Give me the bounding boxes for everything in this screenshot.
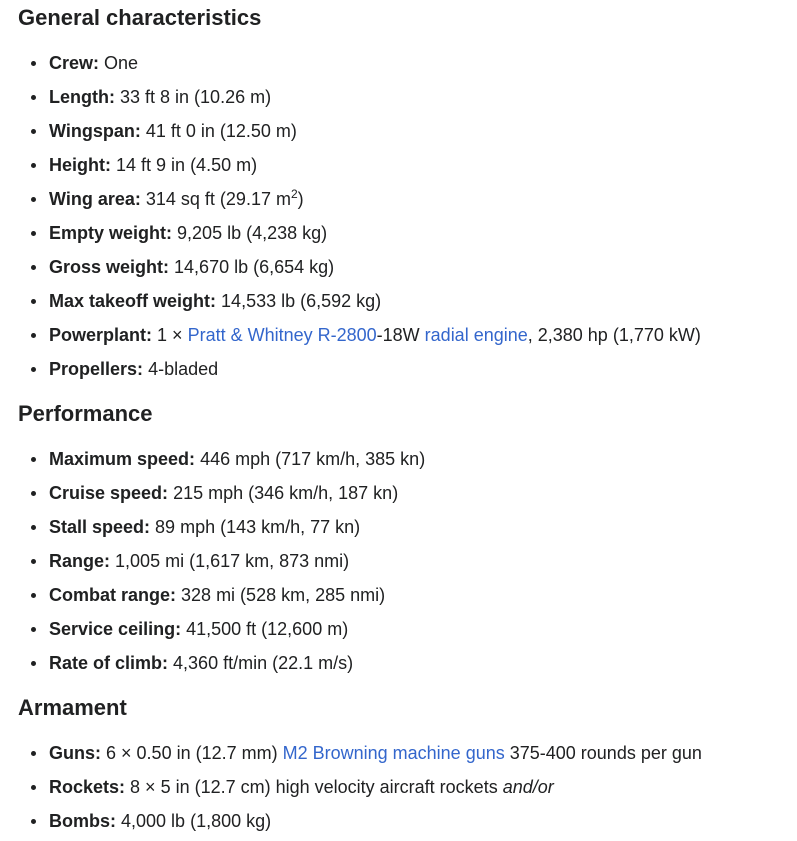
spec-cruise-speed-value: 215 mph (346 km/h, 187 kn): [173, 483, 399, 503]
spec-rockets: [0, 770, 702, 804]
spec-stall-speed-label: Stall speed:: [49, 517, 151, 537]
spec-range: [0, 544, 425, 578]
spec-max-takeoff-weight-value: 14,533 lb (6,592 kg): [221, 291, 382, 311]
link-radial-engine[interactable]: radial engine: [424, 325, 528, 345]
spec-propellers: [0, 352, 701, 386]
spec-maximum-speed: [0, 442, 425, 476]
spec-max-takeoff-weight: [0, 284, 701, 318]
spec-wingspan-value: 41 ft 0 in (12.50 m): [145, 121, 297, 141]
spec-wing-area-label: Wing area:: [49, 189, 141, 209]
spec-powerplant-value: [157, 325, 701, 345]
spec-wing-area-value: [146, 189, 304, 209]
performance-list: [0, 442, 425, 680]
spec-length-value: 33 ft 8 in (10.26 m): [120, 87, 272, 107]
spec-cruise-speed: [0, 476, 425, 510]
spec-wingspan: [0, 114, 701, 148]
spec-maximum-speed-label: Maximum speed:: [49, 449, 196, 469]
spec-empty-weight-label: Empty weight:: [49, 223, 173, 243]
spec-crew: [0, 46, 701, 80]
general-characteristics-list: [0, 46, 701, 386]
spec-wing-area-value-main: 314 sq ft (29.17 m: [145, 189, 291, 209]
spec-gross-weight-value: 14,670 lb (6,654 kg): [174, 257, 335, 277]
spec-height-label: Height:: [49, 155, 111, 175]
spec-combat-range-label: Combat range:: [49, 585, 177, 605]
spec-rockets-label: Rockets:: [49, 777, 126, 797]
spec-range-value: 1,005 mi (1,617 km, 873 nmi): [115, 551, 350, 571]
heading-performance: Performance: [18, 401, 153, 426]
spec-empty-weight: [0, 216, 701, 250]
spec-guns-value: [106, 743, 702, 763]
spec-guns-label: Guns:: [49, 743, 101, 763]
spec-height: [0, 148, 701, 182]
armament-list: [0, 736, 702, 838]
spec-rate-of-climb-label: Rate of climb:: [49, 653, 169, 673]
spec-guns-caliber: 6 × 0.50 in (12.7 mm): [106, 743, 283, 763]
spec-range-label: Range:: [49, 551, 111, 571]
spec-gross-weight-label: Gross weight:: [49, 257, 170, 277]
spec-service-ceiling-value: 41,500 ft (12,600 m): [186, 619, 349, 639]
spec-service-ceiling-label: Service ceiling:: [49, 619, 182, 639]
spec-combat-range: [0, 578, 425, 612]
spec-rate-of-climb: [0, 646, 425, 680]
spec-maximum-speed-value: 446 mph (717 km/h, 385 kn): [200, 449, 426, 469]
spec-bombs-label: Bombs:: [49, 811, 116, 831]
spec-max-takeoff-weight-label: Max takeoff weight:: [49, 291, 217, 311]
spec-rockets-value: [130, 777, 554, 797]
spec-guns: [0, 736, 702, 770]
spec-bombs-value: 4,000 lb (1,800 kg): [121, 811, 272, 831]
link-m2-browning-machine-guns[interactable]: M2 Browning machine guns: [282, 743, 505, 763]
spec-propellers-label: Propellers:: [49, 359, 144, 379]
spec-wing-area: [0, 182, 701, 216]
spec-stall-speed: [0, 510, 425, 544]
spec-wing-area-superscript: 2: [290, 187, 298, 201]
spec-cruise-speed-label: Cruise speed:: [49, 483, 169, 503]
spec-crew-value: One: [104, 53, 139, 73]
spec-guns-rounds: 375-400 rounds per gun: [504, 743, 702, 763]
spec-powerplant-count: 1 ×: [157, 325, 188, 345]
spec-length: [0, 80, 701, 114]
spec-rate-of-climb-value: 4,360 ft/min (22.1 m/s): [173, 653, 354, 673]
spec-combat-range-value: 328 mi (528 km, 285 nmi): [181, 585, 386, 605]
spec-empty-weight-value: 9,205 lb (4,238 kg): [177, 223, 328, 243]
spec-powerplant-variant: -18W: [376, 325, 425, 345]
spec-rockets-description: 8 × 5 in (12.7 cm) high velocity aircraft rockets: [130, 777, 503, 797]
spec-powerplant-label: Powerplant:: [49, 325, 153, 345]
spec-propellers-value: 4-bladed: [148, 359, 219, 379]
heading-armament: Armament: [18, 695, 127, 720]
spec-rockets-and-or: and/or: [502, 777, 554, 797]
spec-length-label: Length:: [49, 87, 115, 107]
spec-height-value: 14 ft 9 in (4.50 m): [116, 155, 258, 175]
spec-service-ceiling: [0, 612, 425, 646]
spec-powerplant-power: , 2,380 hp (1,770 kW): [527, 325, 701, 345]
spec-crew-label: Crew:: [49, 53, 100, 73]
spec-wingspan-label: Wingspan:: [49, 121, 141, 141]
link-pratt-whitney-r-2800[interactable]: Pratt & Whitney R-2800: [187, 325, 377, 345]
heading-general-characteristics: General characteristics: [18, 5, 262, 30]
spec-wing-area-value-close: ): [297, 189, 304, 209]
spec-powerplant: [0, 318, 701, 352]
spec-bombs: [0, 804, 702, 838]
spec-stall-speed-value: 89 mph (143 km/h, 77 kn): [155, 517, 361, 537]
spec-gross-weight: [0, 250, 701, 284]
